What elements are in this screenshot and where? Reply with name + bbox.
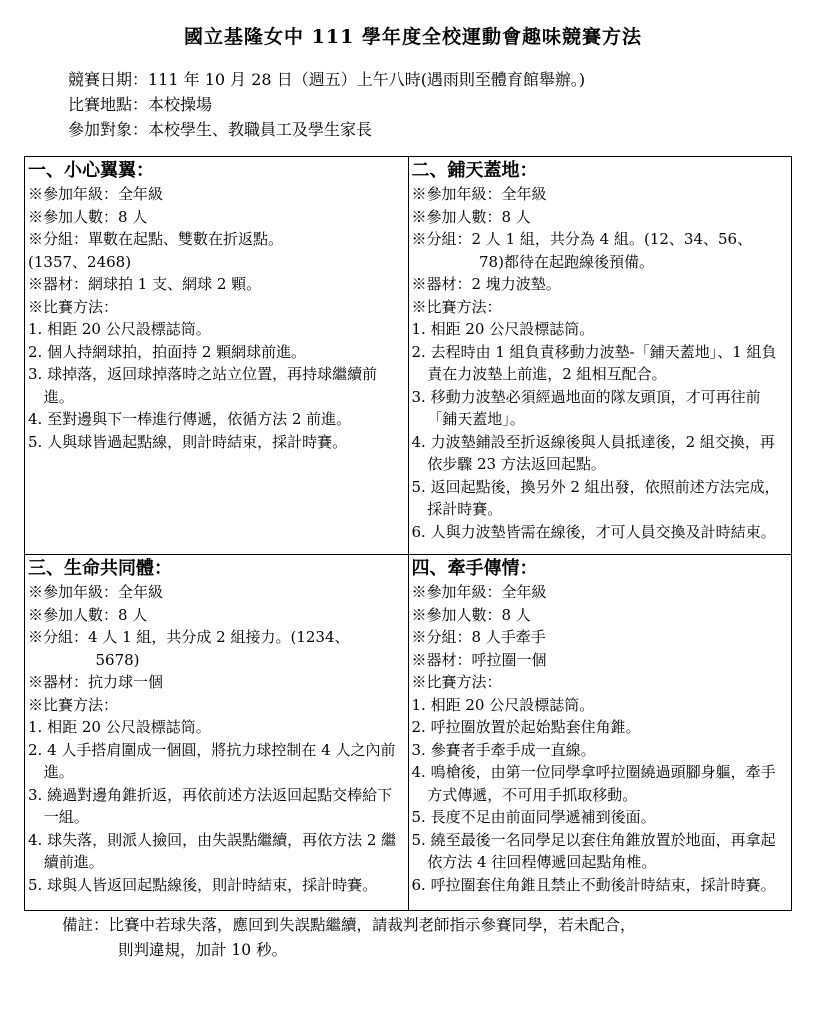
rule-step: 2. 去程時由 1 組負責移動力波墊-「鋪天蓋地」、1 組負責在力波墊上前進，2 組相互配合。 bbox=[411, 342, 777, 383]
rule-step: 5. 返回起點後，換另外 2 組出發，依照前述方法完成，採計時賽。 bbox=[411, 477, 780, 518]
rule-step: 1. 相距 20 公尺設標誌筒。 bbox=[411, 320, 595, 338]
section-grade: ※參加年級：全年級 bbox=[28, 583, 164, 601]
rule-step: 3. 移動力波墊必須經過地面的隊友頭頂，才可再往前「鋪天蓋地」。 bbox=[411, 387, 761, 428]
section-method: ※比賽方法： bbox=[28, 695, 119, 714]
rule-step: 6. 人與力波墊皆需在線後，才可人員交換及計時結束。 bbox=[411, 522, 776, 541]
section-grouping-detail: 78)都待在起跑線後預備。 bbox=[479, 252, 654, 271]
remark-line-2: 則判違規，加計 10 秒。 bbox=[118, 941, 288, 959]
rule-step: 5. 長度不足由前面同學遞補到後面。 bbox=[411, 808, 656, 826]
section-equipment: ※器材：抗力球一個 bbox=[28, 673, 164, 691]
section-grouping-detail: 5678) bbox=[95, 650, 140, 669]
section-heading: 二、鋪天蓋地： bbox=[411, 160, 538, 181]
rule-step: 5. 繞至最後一名同學足以套住角錐放置於地面，再拿起依方法 4 往回程傳遞回起點角椎。 bbox=[411, 830, 776, 871]
rule-step: 5. 球與人皆返回起點線後，則計時結束，採計時賽。 bbox=[28, 875, 378, 894]
rule-step: 1. 相距 20 公尺設標誌筒。 bbox=[28, 320, 211, 338]
section-equipment: ※器材：2 塊力波墊。 bbox=[411, 275, 561, 293]
rule-step: 3. 參賽者手牽手成一直線。 bbox=[411, 740, 596, 759]
remark-line-1: 備註：比賽中若球失落，應回到失誤點繼續，請裁判老師指示參賽同學，若未配合， bbox=[62, 916, 636, 934]
rule-step: 6. 呼拉圈套住角錐且禁止不動後計時結束，採計時賽。 bbox=[411, 875, 776, 894]
section-equipment: ※器材：呼拉圈一個 bbox=[411, 650, 547, 669]
competition-place: 比賽地點：本校操場 bbox=[68, 95, 213, 114]
section-1 bbox=[25, 157, 409, 555]
section-equipment: ※器材：網球拍 1 支、網球 2 顆。 bbox=[28, 275, 262, 293]
rule-step: 2. 個人持網球拍，拍面持 2 顆網球前進。 bbox=[28, 342, 307, 361]
rule-step: 3. 球掉落，返回球掉落時之站立位置，再持球繼續前進。 bbox=[28, 365, 378, 406]
section-grouping: ※分組：單數在起點、雙數在折返點。 bbox=[28, 230, 284, 248]
section-3 bbox=[25, 555, 409, 911]
section-4 bbox=[408, 555, 792, 911]
rule-step: 4. 力波墊鋪設至折返線後與人員抵達後，2 組交換，再依步驟 23 方法返回起點。 bbox=[411, 432, 775, 473]
section-count: ※參加人數：8 人 bbox=[411, 207, 531, 226]
rule-step: 4. 球失落，則派人撿回，由失誤點繼續，再依方法 2 繼續前進。 bbox=[28, 830, 397, 871]
rule-step: 4. 鳴槍後，由第一位同學拿呼拉圈繞過頭腳身軀，牽手方式傳遞，不可用手抓取移動。 bbox=[411, 763, 776, 804]
section-count: ※參加人數：8 人 bbox=[411, 605, 531, 624]
section-grade: ※參加年級：全年級 bbox=[28, 185, 164, 203]
section-grade: ※參加年級：全年級 bbox=[411, 185, 547, 203]
section-grade: ※參加年級：全年級 bbox=[411, 583, 547, 601]
rule-step: 2. 呼拉圈放置於起始點套住角錐。 bbox=[411, 718, 641, 736]
competition-date: 競賽日期：111 年 10 月 28 日（週五）上午八時(遇雨則至體育館舉辦。) bbox=[68, 70, 586, 89]
section-grouping-detail: (1357、2468) bbox=[28, 252, 132, 271]
section-heading: 四、牽手傳情： bbox=[411, 558, 538, 579]
rule-step: 5. 人與球皆過起點線，則計時結束，採計時賽。 bbox=[28, 432, 348, 451]
section-grouping: ※分組：2 人 1 組，共分為 4 組。(12、34、56、 bbox=[411, 230, 753, 248]
rules-table bbox=[24, 156, 792, 911]
rule-step: 1. 相距 20 公尺設標誌筒。 bbox=[411, 695, 595, 714]
section-method: ※比賽方法： bbox=[411, 673, 502, 691]
section-grouping: ※分組：4 人 1 組，共分成 2 組接力。(1234、 bbox=[28, 628, 350, 646]
section-count: ※參加人數：8 人 bbox=[28, 605, 148, 624]
competition-participants: 參加對象：本校學生、教職員工及學生家長 bbox=[68, 120, 373, 139]
section-grouping: ※分組：8 人手牽手 bbox=[411, 628, 546, 646]
document-title: 國立基隆女中 111 學年度全校運動會趣味競賽方法 bbox=[184, 26, 642, 48]
section-2 bbox=[408, 157, 792, 555]
section-heading: 三、生命共同體： bbox=[28, 558, 172, 579]
rule-step: 3. 繞過對邊角錐折返，再依前述方法返回起點交棒給下一組。 bbox=[28, 785, 393, 826]
section-method: ※比賽方法： bbox=[28, 297, 119, 316]
section-method: ※比賽方法： bbox=[411, 297, 502, 316]
rule-step: 4. 至對邊與下一棒進行傳遞，依循方法 2 前進。 bbox=[28, 410, 352, 428]
rule-step: 1. 相距 20 公尺設標誌筒。 bbox=[28, 718, 211, 736]
section-count: ※參加人數：8 人 bbox=[28, 207, 148, 226]
section-heading: 一、小心翼翼： bbox=[28, 160, 154, 181]
rule-step: 2. 4 人手搭肩圍成一個圓，將抗力球控制在 4 人之內前進。 bbox=[28, 740, 396, 781]
